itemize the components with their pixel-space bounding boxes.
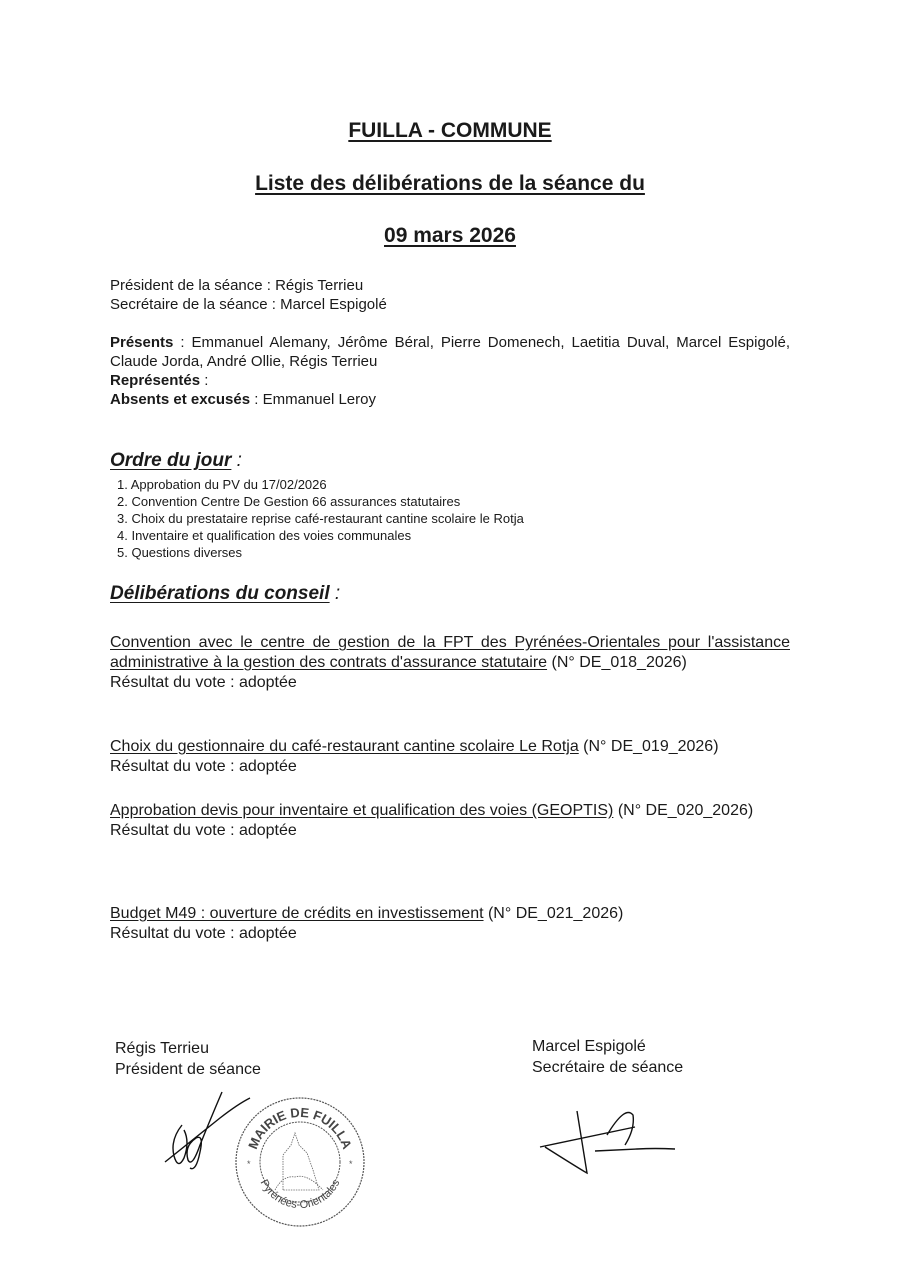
absent-value: : Emmanuel Leroy	[250, 391, 376, 408]
session-officers	[110, 276, 790, 314]
mairie-stamp-icon	[233, 1095, 368, 1230]
deliberation-number: (N° DE_018_2026)	[547, 654, 687, 671]
vote-result: Résultat du vote : adoptée	[110, 758, 297, 775]
vote-result: Résultat du vote : adoptée	[110, 925, 297, 942]
deliberation-item	[110, 633, 790, 693]
represented-row	[110, 371, 790, 390]
deliberation-subject: Convention avec le centre de gestion de la FPT des Pyrénées-Orientales pour l'assistance administrative à la gestion des contrats d'assurance statutaire	[110, 634, 790, 671]
agenda-item: 5. Questions diverses	[117, 545, 243, 560]
represented-value: :	[200, 372, 209, 389]
present-label: Présents	[110, 334, 174, 351]
svg-text:Pyrénées-Orientales: Pyrénées-Orientales	[257, 1177, 343, 1212]
agenda-item: 2. Convention Centre De Gestion 66 assurances statutaires	[117, 494, 461, 509]
deliberations-heading: Délibérations du conseil :	[110, 583, 341, 604]
deliberation-item	[110, 904, 790, 944]
svg-text:MAIRIE DE FUILLA: MAIRIE DE FUILLA	[245, 1104, 355, 1152]
present-value: : Emmanuel Alemany, Jérôme Béral, Pierre Domenech, Laetitia Duval, Marcel Espigolé, Claude Jorda, André Ollie, Régis Terrieu	[110, 334, 790, 370]
commune-title: FUILLA - COMMUNE	[348, 119, 552, 142]
deliberation-item	[110, 737, 790, 777]
represented-label: Représentés	[110, 372, 201, 389]
president-name: Régis Terrieu	[115, 1040, 209, 1057]
secretary-signature-icon	[535, 1105, 680, 1180]
attendance	[110, 333, 790, 409]
deliberation-subject: Approbation devis pour inventaire et qualification des voies (GEOPTIS)	[110, 802, 614, 819]
vote-result: Résultat du vote : adoptée	[110, 674, 297, 691]
svg-text:*: *	[349, 1159, 353, 1169]
vote-result: Résultat du vote : adoptée	[110, 822, 297, 839]
secretary-line: Secrétaire de la séance : Marcel Espigolé	[110, 296, 387, 313]
president-line: Président de la séance : Régis Terrieu	[110, 277, 364, 294]
absent-label: Absents et excusés	[110, 391, 251, 408]
secretary-signature-block	[532, 1036, 683, 1078]
absent-row	[110, 390, 790, 409]
deliberation-number: (N° DE_021_2026)	[483, 905, 624, 922]
agenda-item: 4. Inventaire et qualification des voies communales	[117, 528, 412, 543]
svg-text:*: *	[247, 1159, 251, 1169]
president-signature-block	[115, 1038, 261, 1080]
present-row	[110, 333, 790, 371]
secretary-role: Secrétaire de séance	[532, 1059, 684, 1076]
deliberation-number: (N° DE_020_2026)	[613, 802, 754, 819]
session-date: 09 mars 2026	[384, 224, 516, 247]
deliberation-subject: Budget M49 : ouverture de crédits en investissement	[110, 905, 484, 922]
agenda-item: 3. Choix du prestataire reprise café-restaurant cantine scolaire le Rotja	[117, 511, 524, 526]
deliberation-item	[110, 801, 790, 841]
secretary-name: Marcel Espigolé	[532, 1038, 646, 1055]
agenda-list	[117, 476, 524, 561]
document-subtitle: Liste des délibérations de la séance du	[255, 172, 645, 195]
agenda-heading: Ordre du jour :	[110, 450, 242, 471]
agenda-item: 1. Approbation du PV du 17/02/2026	[117, 477, 327, 492]
deliberation-number: (N° DE_019_2026)	[578, 738, 719, 755]
deliberation-subject: Choix du gestionnaire du café-restaurant cantine scolaire Le Rotja	[110, 738, 579, 755]
president-role: Président de séance	[115, 1061, 261, 1078]
